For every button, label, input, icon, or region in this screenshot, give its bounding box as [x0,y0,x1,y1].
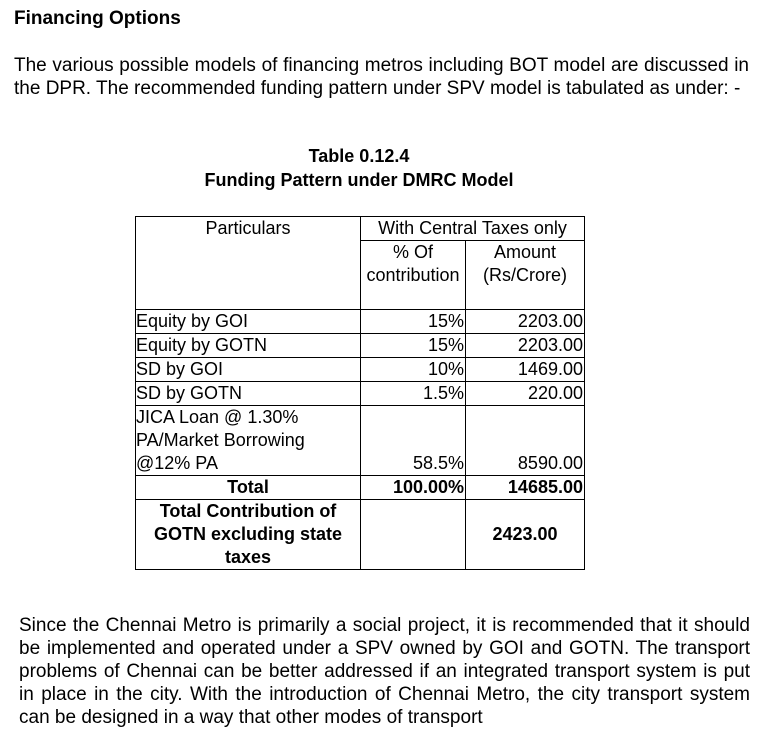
table-row [136,406,585,476]
row-pct: 58.5% [361,406,466,476]
gotn-row [136,500,585,570]
header-amount [466,241,585,310]
header-pct-line2: contribution [366,265,460,285]
row-particular: Equity by GOI [136,310,361,334]
row-pct: 10% [361,358,466,382]
total-row [136,476,585,500]
closing-paragraph: Since the Chennai Metro is primarily a social project, it is recommended that it should be implemented and operated under a SPV owned by GOI and GOTN. The transport problems of Chennai can be better addressed if an integrated transport system is put in place in the city. With the introduction of Chennai Metro, the city transport system can be designed in a way that other modes of transport [19,615,750,728]
header-central-taxes: With Central Taxes only [361,217,585,241]
row-particular: JICA Loan @ 1.30% PA/Market Borrowing @12% PA [136,406,361,476]
table-row [136,334,585,358]
section-heading: Financing Options [14,8,181,29]
funding-table [135,216,585,570]
row-amount: 220.00 [466,382,585,406]
header-amount-line2: (Rs/Crore) [483,265,567,285]
header-pct [361,241,466,310]
intro-paragraph: The various possible models of financing metros including BOT model are discussed in the DPR. The recommended funding pattern under SPV model is tabulated as under: - [14,55,749,99]
header-row-1 [136,217,585,241]
row-pct: 15% [361,334,466,358]
row-amount: 2203.00 [466,310,585,334]
row-amount: 8590.00 [466,406,585,476]
table-row [136,310,585,334]
row-pct: 15% [361,310,466,334]
gotn-amount: 2423.00 [466,500,585,570]
table-number: Table 0.12.4 [308,146,410,166]
gotn-label: Total Contribution of GOTN excluding state taxes [136,500,361,570]
row-pct: 1.5% [361,382,466,406]
row-amount: 1469.00 [466,358,585,382]
table-row [136,358,585,382]
table-row [136,382,585,406]
row-particular: Equity by GOTN [136,334,361,358]
header-amount-line1: Amount [493,242,557,262]
total-pct: 100.00% [361,476,466,500]
row-particular: SD by GOI [136,358,361,382]
header-pct-line1: % Of [392,242,433,262]
total-label: Total [136,476,361,500]
table-title: Funding Pattern under DMRC Model [204,170,514,190]
row-amount: 2203.00 [466,334,585,358]
header-particulars [136,217,361,310]
total-amount: 14685.00 [466,476,585,500]
header-particulars-text: Particulars [205,218,291,238]
row-particular: SD by GOTN [136,382,361,406]
gotn-pct-empty [361,500,466,570]
